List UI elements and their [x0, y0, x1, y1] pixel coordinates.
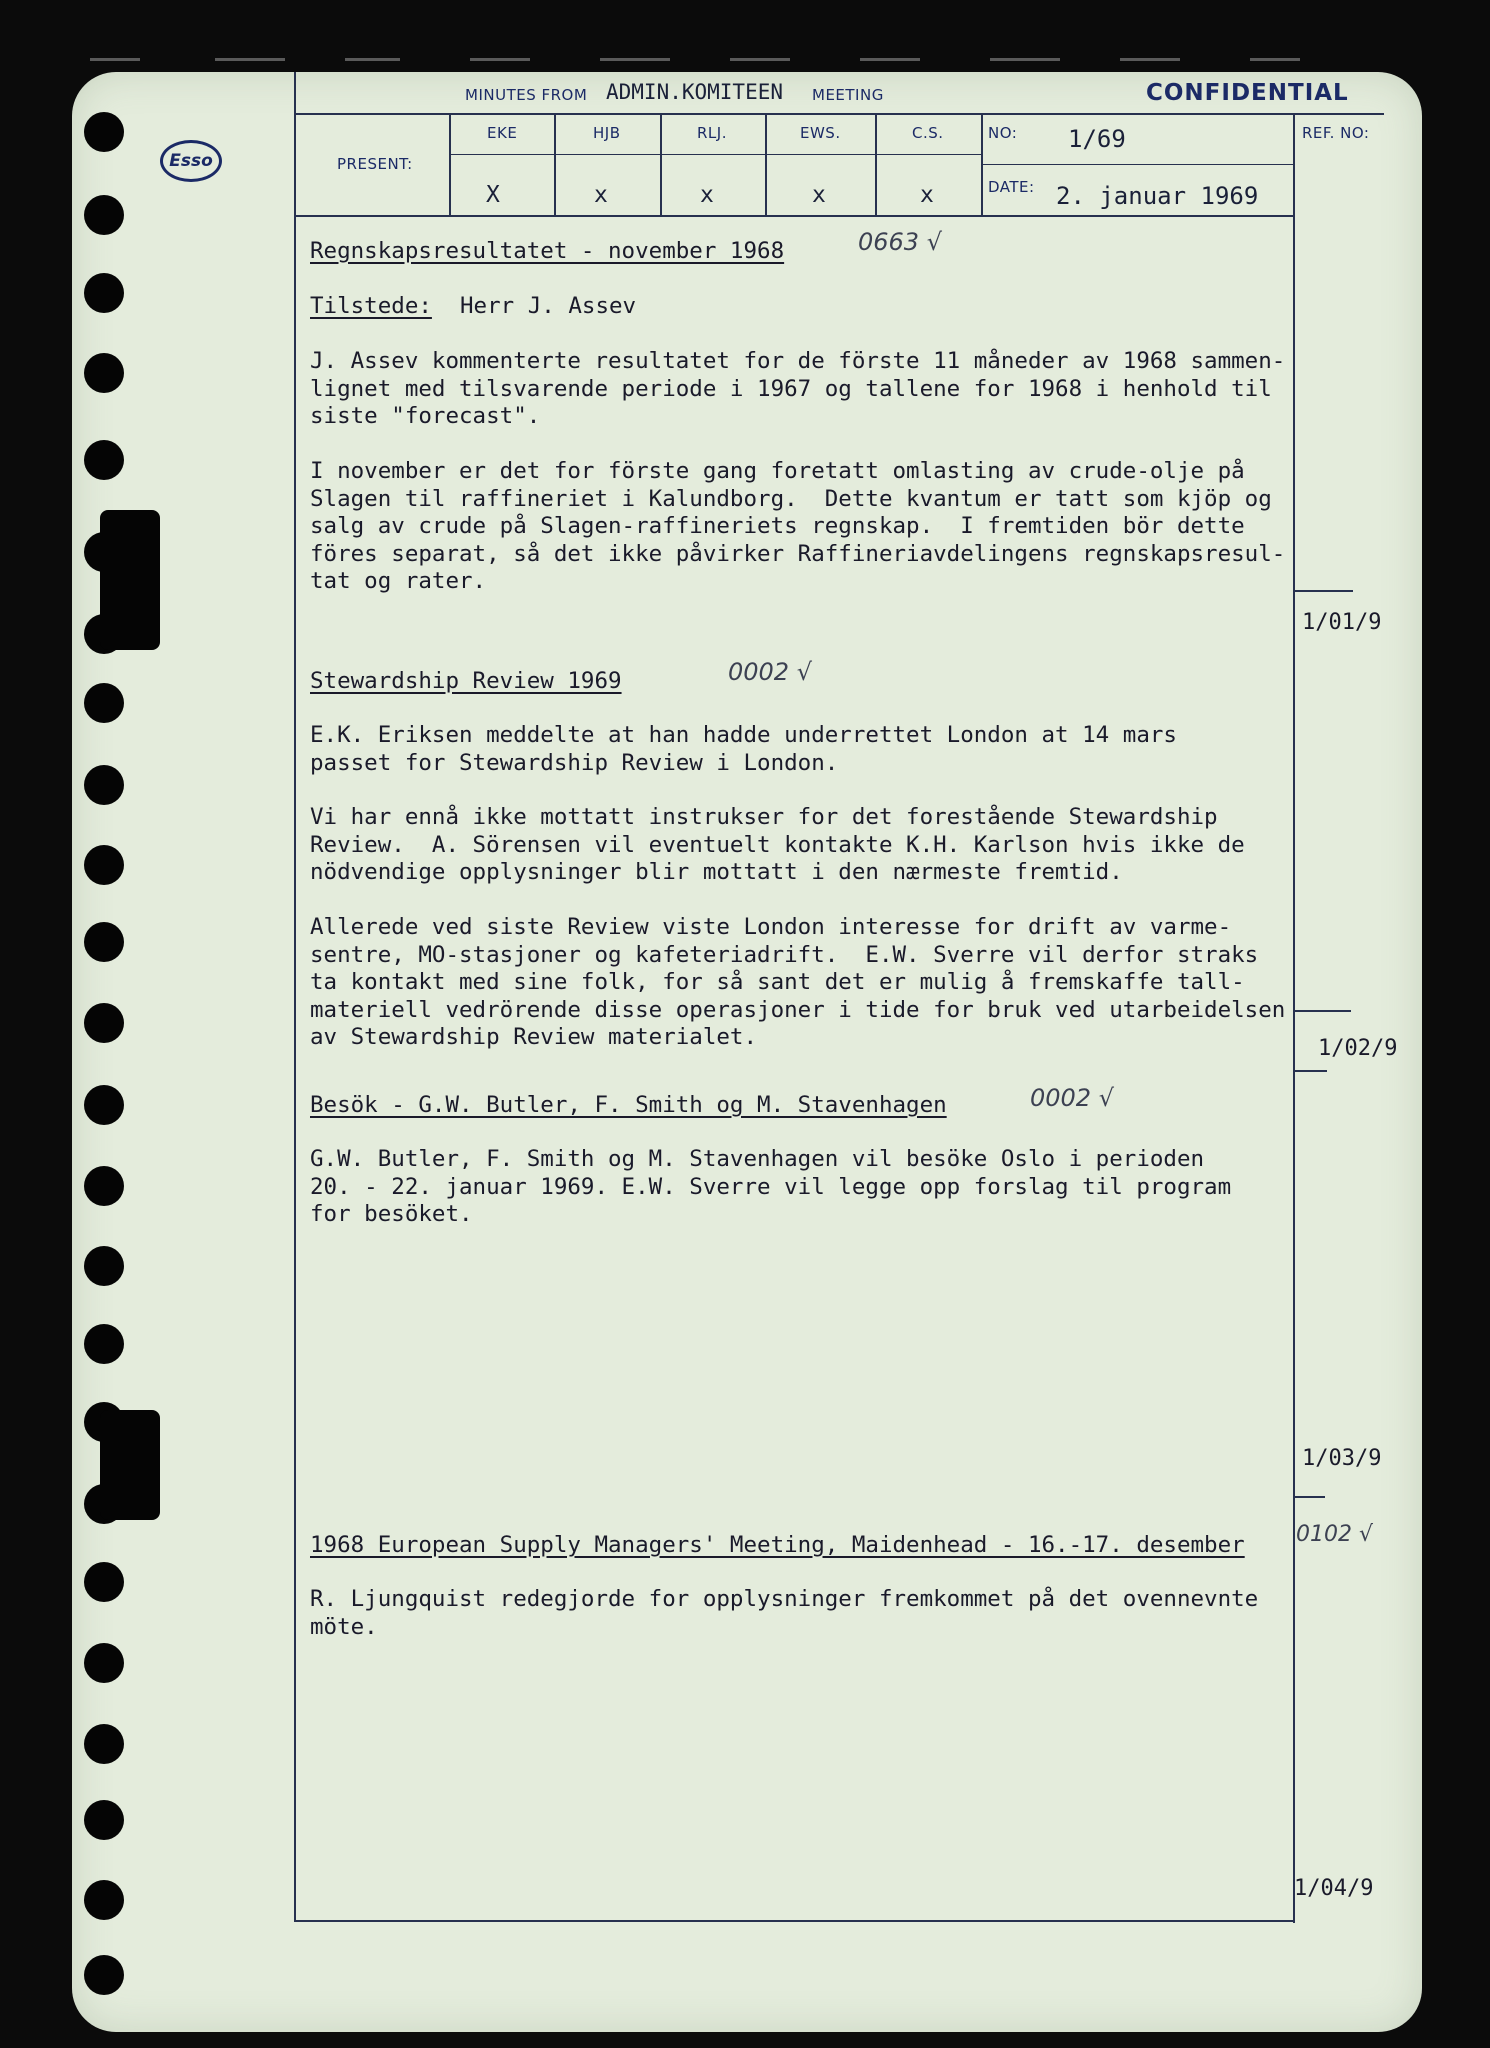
binder-hole	[84, 922, 124, 962]
binder-hole	[84, 440, 124, 480]
attendee-initials: C.S.	[912, 124, 944, 142]
binder-hole	[84, 1246, 124, 1286]
date-label: DATE:	[988, 178, 1035, 196]
section-heading: 1968 European Supply Managers' Meeting, Maidenhead - 16.-17. desember	[310, 1532, 1245, 1558]
binder-hole	[84, 765, 124, 805]
no-label: NO:	[988, 124, 1018, 142]
binder-hole	[84, 845, 124, 885]
handwritten-annotation: 0002 √	[728, 658, 812, 686]
section-heading: Besök - G.W. Butler, F. Smith og M. Stavenhagen	[310, 1092, 947, 1118]
binder-tab	[100, 510, 160, 650]
binder-hole	[84, 195, 124, 235]
binder-hole	[84, 353, 124, 393]
present-heading: Tilstede:	[310, 293, 432, 319]
binder-hole	[84, 112, 124, 152]
paragraph: E.K. Eriksen meddelte at han hadde underrettet London at 14 mars passet for Stewardship Review i London.	[310, 722, 1177, 776]
attendee-mark: X	[486, 182, 500, 208]
binder-hole	[84, 1324, 124, 1364]
binder-hole	[84, 1724, 124, 1764]
minutes-from-label: MINUTES FROM	[465, 86, 588, 104]
committee-name: ADMIN.KOMITEEN	[606, 80, 784, 104]
meeting-label: MEETING	[812, 86, 884, 104]
binder-hole	[84, 1880, 124, 1920]
binder-hole	[84, 273, 124, 313]
attendee-mark: x	[594, 182, 608, 208]
esso-logo: Esso	[160, 140, 222, 182]
confidential-stamp: CONFIDENTIAL	[1146, 80, 1349, 106]
attendee-mark: x	[812, 182, 826, 208]
ref-number: 1/01/9	[1302, 610, 1382, 635]
binder-tab	[100, 1410, 160, 1520]
binder-hole	[84, 1800, 124, 1840]
binder-hole	[84, 1085, 124, 1125]
attendee-mark: x	[700, 182, 714, 208]
binder-hole	[84, 1643, 124, 1683]
binder-hole	[84, 683, 124, 723]
handwritten-annotation: 0663 √	[858, 228, 942, 256]
ref-number: 1/02/9	[1318, 1036, 1398, 1061]
ref-no-label: REF. NO:	[1302, 124, 1370, 142]
paragraph: I november er det for förste gang foretatt omlasting av crude-olje på Slagen til raffineriet i Kalundborg. Dette kvantum er tatt som kjöp og salg av crude på Slagen-raffineriets regnskap. I fremtiden bör dette föres separat, så det ikke påvirker Raffineriavdelingens regnskapsresul- tat og rater.	[310, 458, 1286, 594]
binder-hole	[84, 1955, 124, 1995]
attendee-initials: EKE	[487, 124, 518, 142]
paragraph: Allerede ved siste Review viste London interesse for drift av varme- sentre, MO-stasjoner og kafeteriadrift. E.W. Sverre vil derfor straks ta kontakt med sine folk, for så sant det er mulig å fremskaffe tall- materiell vedrörende disse operasjoner i tide for bruk ved utarbeidelsen av Stewardship Review materialet.	[310, 914, 1286, 1050]
section-heading: Regnskapsresultatet - november 1968	[310, 238, 785, 264]
attendee-initials: RLJ.	[697, 124, 727, 142]
present-text: Herr J. Assev	[460, 293, 637, 319]
binder-hole	[84, 1562, 124, 1602]
binder-hole	[84, 1166, 124, 1206]
binder-hole	[84, 1003, 124, 1043]
present-label: PRESENT:	[337, 155, 413, 173]
handwritten-annotation: 0102 √	[1296, 1522, 1373, 1547]
attendee-initials: HJB	[593, 124, 621, 142]
attendee-mark: x	[920, 182, 934, 208]
paragraph: R. Ljungquist redegjorde for opplysninger fremkommet på det ovennevnte möte.	[310, 1586, 1259, 1640]
handwritten-annotation: 0002 √	[1030, 1084, 1114, 1112]
date-value: 2. januar 1969	[1056, 182, 1259, 210]
section-heading: Stewardship Review 1969	[310, 668, 622, 694]
attendee-initials: EWS.	[800, 124, 841, 142]
ref-number: 1/04/9	[1294, 1876, 1374, 1901]
paragraph: G.W. Butler, F. Smith og M. Stavenhagen vil besöke Oslo i perioden 20. - 22. januar 1969. E.W. Sverre vil legge opp forslag til program for besöket.	[310, 1146, 1232, 1227]
paragraph: J. Assev kommenterte resultatet for de förste 11 måneder av 1968 sammen- lignet med tilsvarende periode i 1967 og tallene for 1968 i henhold til siste "forecast".	[310, 348, 1286, 429]
no-value: 1/69	[1068, 125, 1126, 153]
paragraph: Vi har ennå ikke mottatt instrukser for det forestående Stewardship Review. A. Sörensen vil eventuelt kontakte K.H. Karlson hvis ikke de nödvendige opplysninger blir mottatt i den nærmeste fremtid.	[310, 804, 1245, 885]
ref-number: 1/03/9	[1302, 1446, 1382, 1471]
